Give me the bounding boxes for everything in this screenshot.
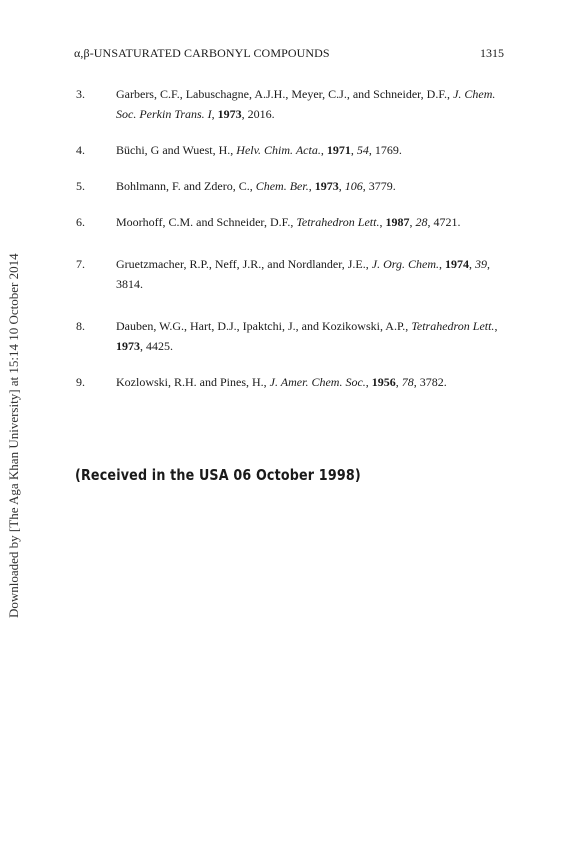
reference-volume: 39 [474, 257, 487, 271]
reference-item [76, 316, 506, 356]
reference-journal: Tetrahedron Lett. [411, 319, 495, 333]
reference-text: Gruetzmacher, R.P., Neff, J.R., and Nordlander, J.E., J. Org. Chem., 1974, 39, 3814. [116, 257, 490, 291]
reference-volume: 106 [344, 179, 363, 193]
reference-authors: Moorhoff, C.M. and Schneider, D.F., [116, 215, 297, 229]
reference-number: 8. [76, 319, 85, 333]
reference-pages: 2016. [247, 107, 275, 121]
reference-year: 1971 [326, 143, 351, 157]
reference-pages: 1769. [374, 143, 402, 157]
reference-journal: J. Org. Chem. [371, 257, 439, 271]
reference-item [76, 212, 506, 232]
reference-text: Bohlmann, F. and Zdero, C., Chem. Ber., 1973, 106, 3779. [116, 179, 396, 193]
reference-item [76, 84, 506, 124]
reference-journal: J. Amer. Chem. Soc. [269, 375, 366, 389]
reference-year: 1973 [217, 107, 242, 121]
reference-text: Dauben, W.G., Hart, D.J., Ipaktchi, J., and Kozikowski, A.P., Tetrahedron Lett., 1973, 4425. [116, 319, 498, 353]
page-number: 1315 [480, 46, 504, 60]
reference-number: 3. [76, 87, 85, 101]
reference-number: 4. [76, 143, 85, 157]
reference-item [76, 254, 506, 294]
reference-journal: Chem. Ber. [255, 179, 309, 193]
reference-text: Kozlowski, R.H. and Pines, H., J. Amer. Chem. Soc., 1956, 78, 3782. [116, 375, 447, 389]
reference-number: 7. [76, 257, 85, 271]
reference-volume: 28 [415, 215, 428, 229]
reference-pages: 4425. [146, 339, 173, 353]
reference-authors: Büchi, G and Wuest, H., [116, 143, 237, 157]
reference-number: 6. [76, 215, 85, 229]
reference-item [76, 140, 506, 160]
reference-pages: 3779. [368, 179, 396, 193]
reference-year: 1973 [314, 179, 339, 193]
reference-authors: Kozlowski, R.H. and Pines, H., [116, 375, 270, 389]
reference-pages: 3814. [116, 277, 143, 291]
reference-authors: Bohlmann, F. and Zdero, C., [116, 179, 256, 193]
reference-text: Moorhoff, C.M. and Schneider, D.F., Tetrahedron Lett., 1987, 28, 4721. [116, 215, 461, 229]
reference-pages: 3782. [419, 375, 447, 389]
reference-pages: 4721. [433, 215, 461, 229]
reference-volume: 78 [401, 375, 414, 389]
reference-list [76, 84, 506, 408]
reference-year: 1987 [385, 215, 410, 229]
reference-item [76, 176, 506, 196]
reference-authors: Gruetzmacher, R.P., Neff, J.R., and Nordlander, J.E., [116, 257, 372, 271]
reference-journal: J. Chem. Soc. Perkin Trans. I [116, 87, 496, 121]
reference-volume: 54 [356, 143, 369, 157]
page-header [74, 46, 504, 62]
reference-year: 1974 [444, 257, 469, 271]
reference-text: Garbers, C.F., Labuschagne, A.J.H., Meyer, C.J., and Schneider, D.F., J. Chem. Soc. Perkin Trans. I, 1973, 2016. [116, 87, 496, 121]
reference-text: Büchi, G and Wuest, H., Helv. Chim. Acta., 1971, 54, 1769. [116, 143, 402, 157]
reference-number: 5. [76, 179, 85, 193]
reference-authors: Dauben, W.G., Hart, D.J., Ipaktchi, J., and Kozikowski, A.P., [116, 319, 412, 333]
reference-year: 1973 [116, 339, 140, 353]
reference-year: 1956 [371, 375, 396, 389]
reference-number: 9. [76, 375, 85, 389]
reference-authors: Garbers, C.F., Labuschagne, A.J.H., Meyer, C.J., and Schneider, D.F., [116, 87, 454, 101]
reference-journal: Helv. Chim. Acta. [236, 143, 321, 157]
running-head: α,β-UNSATURATED CARBONYL COMPOUNDS [74, 46, 330, 60]
received-date: (Received in the USA 06 October 1998) [75, 466, 361, 484]
download-watermark: Downloaded by [The Aga Khan University] at 15:14 10 October 2014 [6, 253, 21, 618]
reference-item [76, 372, 506, 392]
reference-journal: Tetrahedron Lett. [296, 215, 380, 229]
